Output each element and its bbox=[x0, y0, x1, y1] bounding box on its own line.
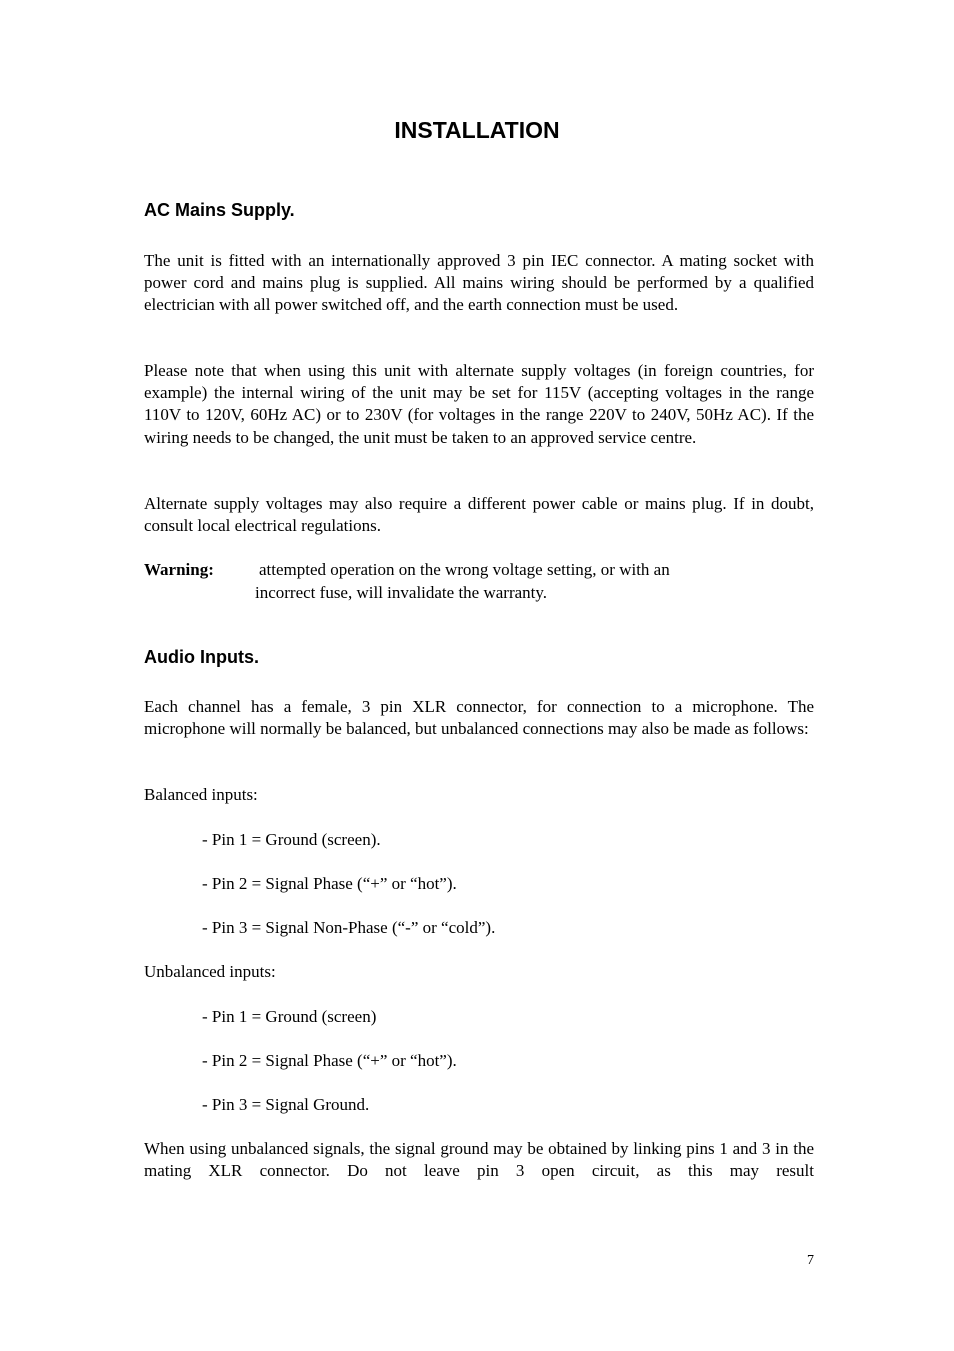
balanced-pin-1: - Pin 1 = Ground (screen). bbox=[202, 830, 381, 849]
page-number: 7 bbox=[807, 1253, 814, 1268]
unbalanced-inputs-label: Unbalanced inputs: bbox=[144, 962, 276, 981]
ac-paragraph-3: Alternate supply voltages may also require a different power cable or mains plug. If in doubt, consult local electrical regulations. bbox=[144, 494, 814, 536]
warning-text-line-2: incorrect fuse, will invalidate the warranty. bbox=[255, 583, 548, 602]
unbalanced-pin-3: - Pin 3 = Signal Ground. bbox=[202, 1095, 370, 1114]
audio-paragraph-last: When using unbalanced signals, the signal ground may be obtained by linking pins 1 and 3 in the mating XLR connector. Do not leave pin 3 open circuit, as this may result bbox=[144, 1139, 814, 1181]
section-heading-audio-inputs: Audio Inputs. bbox=[144, 647, 259, 667]
unbalanced-pin-1: - Pin 1 = Ground (screen) bbox=[202, 1007, 377, 1026]
balanced-pin-2: - Pin 2 = Signal Phase (“+” or “hot”). bbox=[202, 874, 457, 893]
page-title: INSTALLATION bbox=[394, 117, 560, 143]
ac-paragraph-2: Please note that when using this unit with alternate supply voltages (in foreign countries, for example) the internal wiring of the unit may be set for 115V (accepting voltages in the range 110V to 120V, 60Hz AC) or to 230V (for voltages in the range 220V to 240V, 50Hz AC). If the wiring needs to be changed, the unit must be taken to an approved service centre. bbox=[144, 361, 814, 447]
audio-paragraph-1: Each channel has a female, 3 pin XLR connector, for connection to a microphone. The microphone will normally be balanced, but unbalanced connections may also be made as follows: bbox=[144, 697, 814, 739]
balanced-inputs-label: Balanced inputs: bbox=[144, 785, 258, 804]
unbalanced-pin-2: - Pin 2 = Signal Phase (“+” or “hot”). bbox=[202, 1051, 457, 1070]
balanced-pin-3: - Pin 3 = Signal Non-Phase (“-” or “cold”). bbox=[202, 918, 496, 937]
warning-text-line-1: attempted operation on the wrong voltage setting, or with an bbox=[259, 560, 670, 579]
warning-label: Warning: bbox=[144, 560, 214, 579]
ac-paragraph-1: The unit is fitted with an internationally approved 3 pin IEC connector. A mating socket with power cord and mains plug is supplied. All mains wiring should be performed by a qualified electrician with all power switched off, and the earth connection must be used. bbox=[144, 251, 814, 315]
section-heading-ac-mains: AC Mains Supply. bbox=[144, 200, 295, 220]
